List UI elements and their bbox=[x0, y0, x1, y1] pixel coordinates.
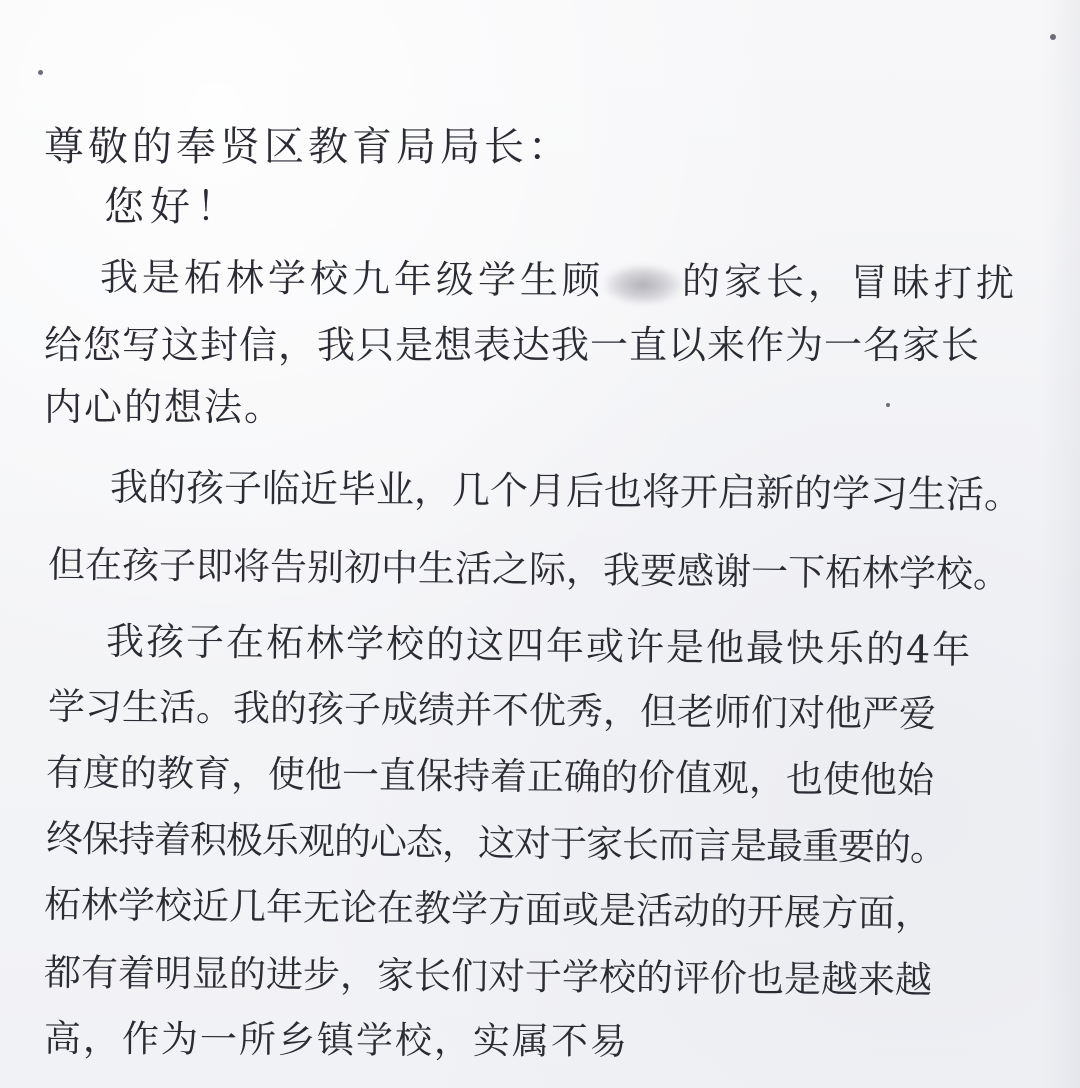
paragraph1-line1-end: 的家长，冒昧打扰 bbox=[681, 259, 1019, 306]
paragraph1-line1 bbox=[100, 252, 1018, 308]
paragraph3-line3: 有度的教育，使他一直保持着正确的价值观，也使他始 bbox=[45, 751, 935, 802]
paragraph1-line3: 内心的想法。 bbox=[44, 385, 285, 429]
paragraph3-line6: 都有着明显的进步，家长们对于学校的评价也是越来越 bbox=[43, 951, 933, 1002]
ink-speck bbox=[886, 403, 890, 407]
salutation-line: 尊敬的奉贤区教育局局长： bbox=[44, 124, 572, 170]
greeting-line: 您好！ bbox=[104, 184, 242, 230]
paragraph3-line2: 学习生活。我的孩子成绩并不优秀，但老师们对他严爱 bbox=[47, 685, 937, 736]
paragraph3-line7: 高，作为一所乡镇学校，实属不易 bbox=[43, 1017, 630, 1064]
paragraph3-line4: 终保持着积极乐观的心态，这对于家长而言是最重要的。 bbox=[45, 817, 947, 870]
paragraph1-line1-start: 我是柘林学校九年级学生顾 bbox=[99, 255, 605, 303]
paper-edge-shadow bbox=[1040, 0, 1080, 1088]
paragraph3-line1: 我孩子在柘林学校的这四年或许是他最快乐的4年 bbox=[105, 619, 973, 673]
ink-speck bbox=[38, 70, 43, 75]
paragraph3-line5: 柘林学校近几年无论在教学方面或是活动的开展方面， bbox=[43, 883, 933, 936]
ink-speck bbox=[1050, 34, 1056, 40]
paragraph2-line1: 我的孩子临近毕业，几个月后也将开启新的学习生活。 bbox=[109, 465, 1023, 517]
redacted-name-blur bbox=[604, 264, 682, 305]
paragraph2-line2: 但在孩子即将告别初中生活之际，我要感谢一下柘林学校。 bbox=[47, 543, 1011, 597]
paragraph1-line2: 给您写这封信，我只是想表达我一直以来作为一名家长 bbox=[44, 323, 981, 367]
